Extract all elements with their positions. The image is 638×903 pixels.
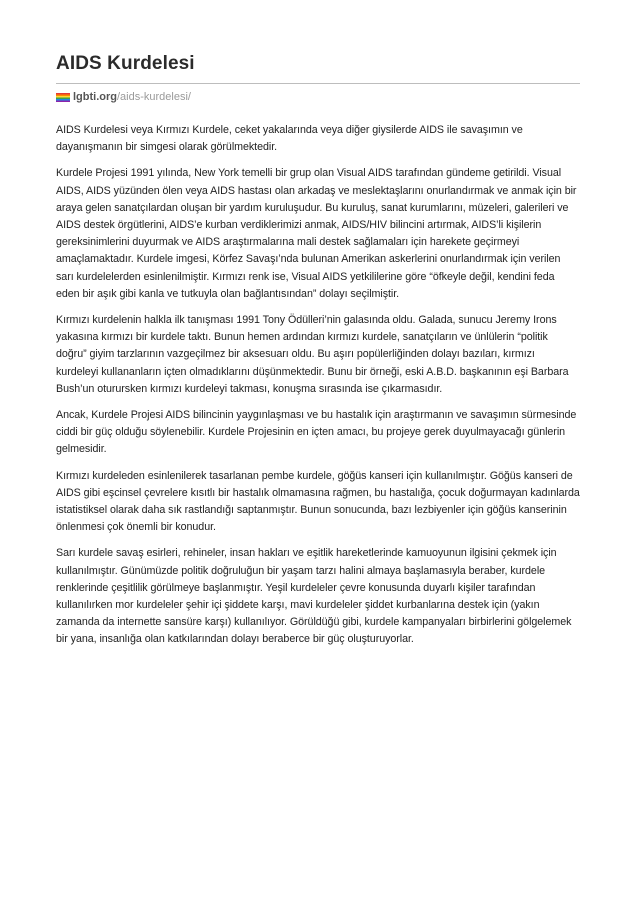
paragraph-1: AIDS Kurdelesi veya Kırmızı Kurdele, ceket yakalarında veya diğer giysilerde AIDS ile savaşımın ve dayanışmanın bir simgesi olarak görülmektedir. [56,124,523,154]
source-line [56,90,580,104]
paragraph-4: Ancak, Kurdele Projesi AIDS bilincinin yaygınlaşması ve bu hastalık için araştırmanın ve savaşımın sürmesinde ciddi bir güç olduğu söylenebilir. Kurdele Projesinin en içten amacı, bu projeye gerek duyulmayacağı günlerin gelmesidir. [56,409,577,456]
source-domain-link[interactable]: lgbti.org [73,91,117,103]
source-path-link[interactable]: /aids-kurdelesi/ [117,91,191,103]
article-body [56,122,580,649]
paragraph-3: Kırmızı kurdelenin halkla ilk tanışması 1991 Tony Ödülleri’nin galasında oldu. Galada, sunucu Jeremy Irons yakasına kırmızı bir kurdele taktı. Bunun hemen ardından kırmızı kurdele, sanatçıların ve ünlülerin “politik doğru” giyim tarzlarının vazgeçilmez bir aksesuarı oldu. Bu aşırı popülerliğinden dolayı bazıları, kırmızı kurdeleyi kullananların içten olmadıklarını düşünmektedir. Bunu bir örneği, eski A.B.D. başkanının eşi Barbara Bush’un oturursken kırmızı kurdeleyi takması, konuşma sırasında ise çıkarmasıdır. [56,314,569,395]
article-page [56,52,580,658]
page-title: AIDS Kurdelesi [56,53,195,74]
paragraph-2: Kurdele Projesi 1991 yılında, New York temelli bir grup olan Visual AIDS tarafından gündeme getirildi. Visual AIDS, AIDS yüzünden ölen veya AIDS hastası olan arkadaş ve meslektaşlarını onurlandırmak ve anmak için bir araya gelen sanatçılardan oluşan bir yardım kuruluşudur. Bu kuruluş, sanat kurumlarını, müzeleri, galerileri ve AIDS destek örgütlerini, AIDS’e kurban verdiklerimizi anmak, AIDS/HIV bilincini artırmak, AIDS’li kişilerin gereksinimlerini duyurmak ve AIDS araştırmalarına mali destek sağlamaları için harekete geçirmeyi amaçlamaktadır. Kurdele imgesi, Körfez Savaşı’nda bulunan Amerikan askerlerini onurlandırmak için verilen sarı kurdelelerden esinlenilmiştir. Kırmızı renk ise, Visual AIDS yetkililerine göre “öfkeyle değil, kendini feda eden bir aşık gibi kanla ve tutkuyla olan bağlantısından” dolayı seçilmiştir. [56,167,577,300]
rainbow-flag-logo-icon [56,93,70,102]
paragraph-5: Kırmızı kurdeleden esinlenilerek tasarlanan pembe kurdele, göğüs kanseri için kullanılmıştır. Göğüs kanseri de AIDS gibi eşcinsel çevrelere kısıtlı bir hastalık olmamasına rağmen, bu hastalığa, çocuk doğurmayan kadınlarda istatistiksel olarak daha sık rastlandığı saptanmıştır. Bunun sonucunda, bazı lezbiyenler için göğüs kanserinin önlenmesi çok önemli bir konudur. [56,469,580,534]
paragraph-6: Sarı kurdele savaş esirleri, rehineler, insan hakları ve eşitlik hareketlerinde kamuoyunun ilgisini çekmek için kullanılmıştır. Günümüzde politik doğruluğun bir yaşam tarzı halini almaya başlamasıyla beraber, kurdele renklerinde çeşitlilik görülmeye başlanmıştır. Yeşil kurdeleler çevre konusunda duyarlı kişiler tarafından kullanılırken mor kurdeleler şehir içi şiddete karşı, mavi kurdeleler şiddet kurbanlarına destek için (yakın zamanda da internette sansüre karşı) kullanılıyor. Görüldüğü gibi, kurdele kampanyaları birbirlerini gölgelemek bir yana, insanlığa olan katkılarından dolayı beraberce bir güç oluşturuyorlar. [56,547,572,646]
title-divider [56,83,580,84]
